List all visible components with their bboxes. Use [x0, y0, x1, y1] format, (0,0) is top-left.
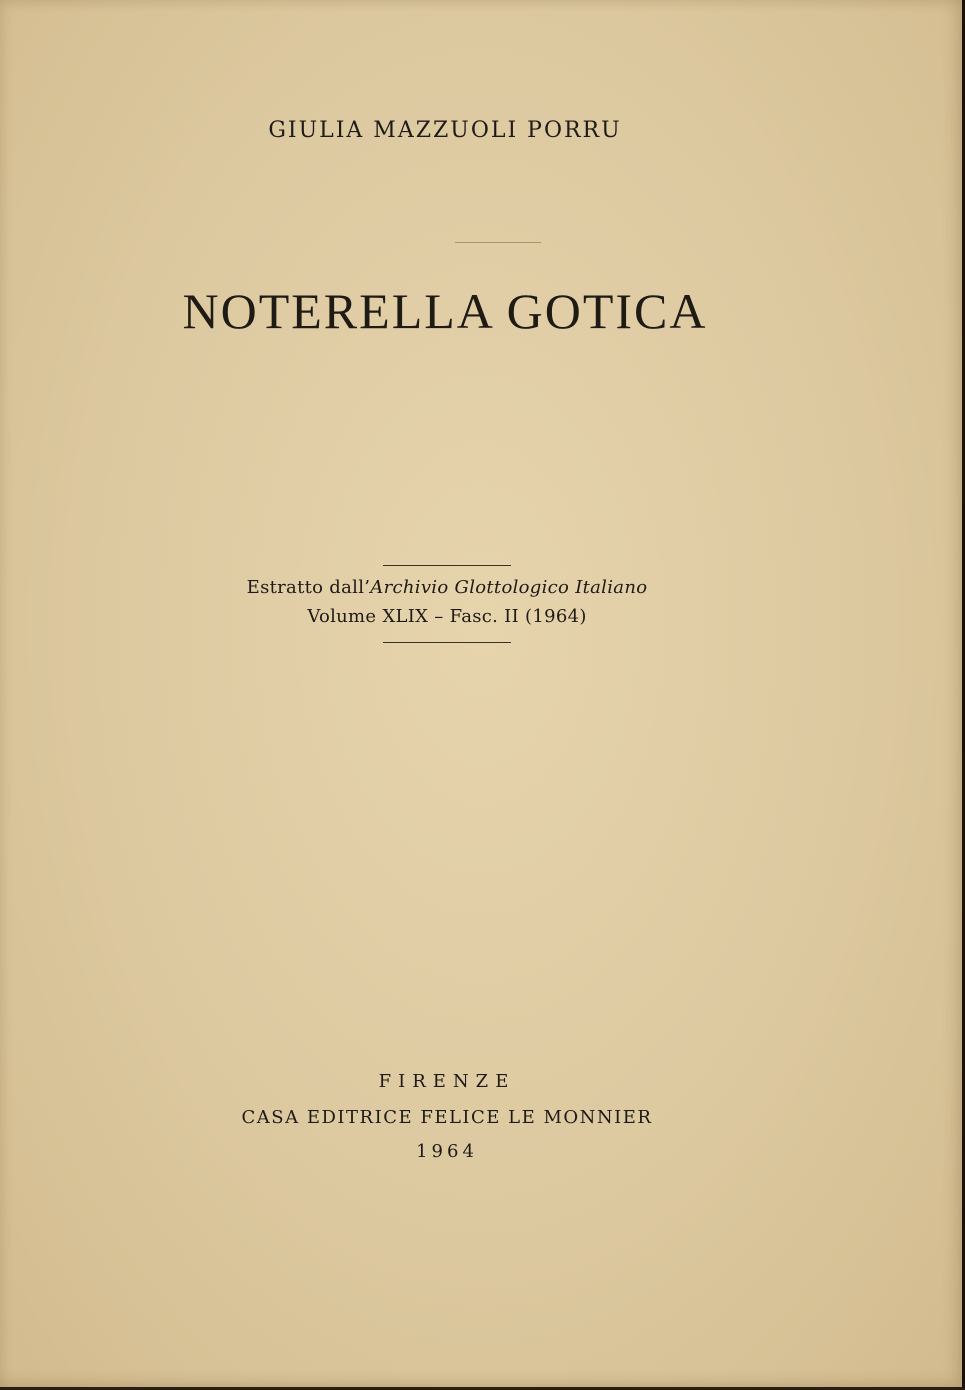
extract-rule-bottom: [383, 642, 511, 643]
extract-rule-top: [383, 565, 511, 566]
extract-source-line: [0, 577, 894, 598]
imprint-publisher: CASA EDITRICE FELICE LE MONNIER: [241, 1107, 653, 1128]
extract-volume-line: Volume XLIX – Fasc. II (1964): [307, 606, 587, 627]
imprint-year: 1964: [416, 1141, 478, 1162]
author-name: GIULIA MAZZUOLI PORRU: [268, 118, 622, 143]
book-title: NOTERELLA GOTICA: [182, 283, 708, 339]
journal-name: Archivio Glottologico Italiano: [370, 577, 648, 598]
faint-rule: [455, 242, 541, 243]
extract-prefix: Estratto dall’: [246, 577, 371, 598]
imprint-city: FIRENZE: [378, 1071, 516, 1092]
